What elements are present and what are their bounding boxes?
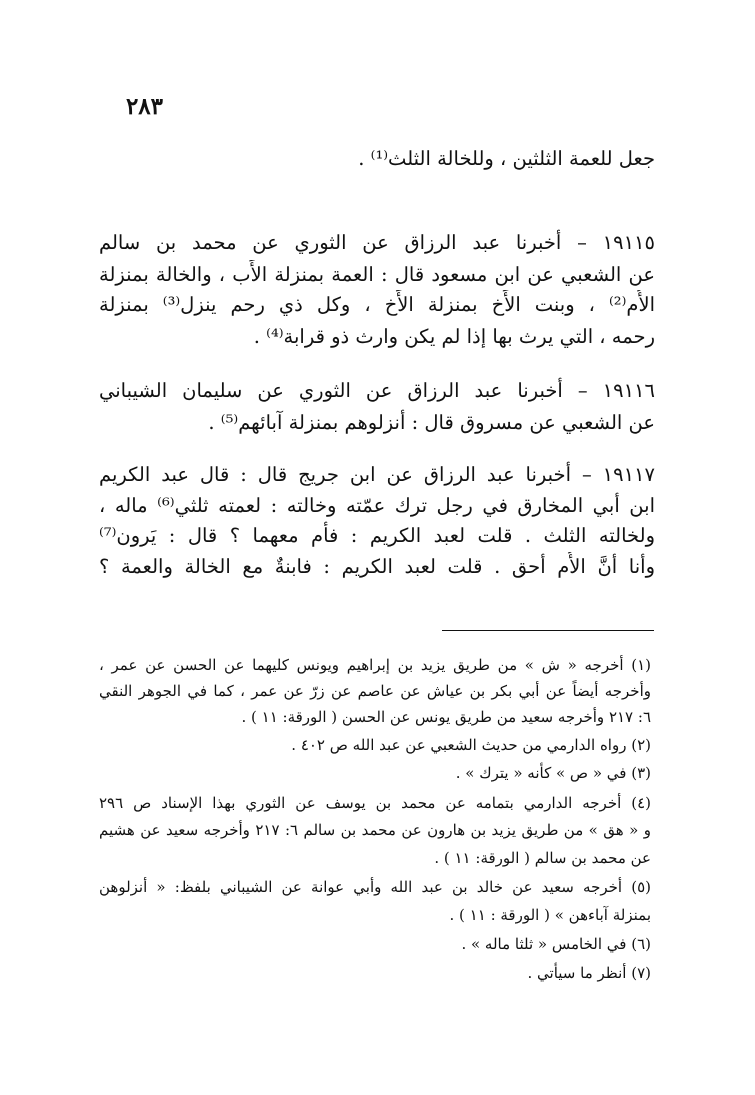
footnote-line: وأخرجه أيضاً عن أبي بكر بن عياش عن عاصم عن زرّ عن عمر ، كما في الجوهر النقي: [99, 682, 651, 700]
body-line: جعل للعمة الثلثين ، وللخالة الثلث⁽¹⁾ .: [358, 147, 655, 170]
body-line: عن الشعبي عن مسروق قال : أنزلوهم بمنزلة آبائهم⁽⁵⁾ .: [208, 411, 655, 434]
body-line: وأنا أنَّ الأُم أحق . قلت لعبد الكريم : فابنةٌ مع الخالة والعمة ؟: [99, 555, 655, 578]
footnote-separator: [442, 630, 654, 631]
footnote-line: ٦: ٢١٧ وأخرجه سعيد من طريق يونس عن الحسن ( الورقة: ١١ ) .: [241, 708, 651, 726]
body-line: ١٩١١٦ – أخبرنا عبد الرزاق عن الثوري عن سليمان الشيباني: [99, 379, 655, 402]
body-line: عن الشعبي عن ابن مسعود قال : العمة بمنزلة الأَب ، والخالة بمنزلة: [99, 263, 655, 286]
body-line: ابن أبي المخارق في رجل ترك عمّته وخالته : لعمته ثلثي⁽⁶⁾ ماله ،: [99, 494, 655, 517]
body-line: ولخالته الثلث . قلت لعبد الكريم : فأُم معهما ؟ قال : يَرون⁽⁷⁾: [99, 524, 655, 547]
body-line: الأُم⁽²⁾ ، وبنت الأَخ بمنزلة الأَخ ، وكل ذي رحم ينزل⁽³⁾ بمنزلة: [99, 293, 655, 316]
footnote-line: (٧) أنظر ما سيأتي .: [527, 964, 651, 982]
body-line: ١٩١١٧ – أخبرنا عبد الرزاق عن ابن جريج قال : قال عبد الكريم: [99, 463, 655, 486]
footnote-line: بمنزلة آباءهن » ( الورقة : ١١ ) .: [449, 906, 651, 924]
body-line: ١٩١١٥ – أخبرنا عبد الرزاق عن الثوري عن محمد بن سالم: [99, 231, 655, 254]
footnote-line: (٣) في « ص » كأنه « يترك » .: [455, 764, 651, 782]
footnote-line: (٥) أخرجه سعيد عن خالد بن عبد الله وأبي عوانة عن الشيباني بلفظ: « أنزلوهن: [99, 878, 651, 896]
footnote-line: عن محمد بن سالم ( الورقة: ١١ ) .: [434, 849, 651, 867]
footnote-line: (٤) أخرجه الدارمي بتمامه عن محمد بن يوسف عن الثوري بهذا الإسناد ص ٢٩٦: [99, 794, 651, 812]
footnote-line: (٢) رواه الدارمي من حديث الشعبي عن عبد الله ص ٤٠٢ .: [291, 736, 651, 754]
page-number: ٢٨٣: [125, 93, 163, 120]
body-line: رحمه ، التي يرث بها إذا لم يكن وارث ذو قرابة⁽⁴⁾ .: [253, 325, 655, 348]
footnote-line: (١) أخرجه « ش » من طريق يزيد بن إبراهيم ويونس كليهما عن الحسن عن عمر ،: [99, 656, 651, 674]
footnote-line: و « هق » من طريق يزيد بن هارون عن محمد بن سالم ٦: ٢١٧ وأخرجه سعيد عن هشيم: [99, 821, 651, 839]
footnote-line: (٦) في الخامس « ثلثا ماله » .: [461, 935, 651, 953]
